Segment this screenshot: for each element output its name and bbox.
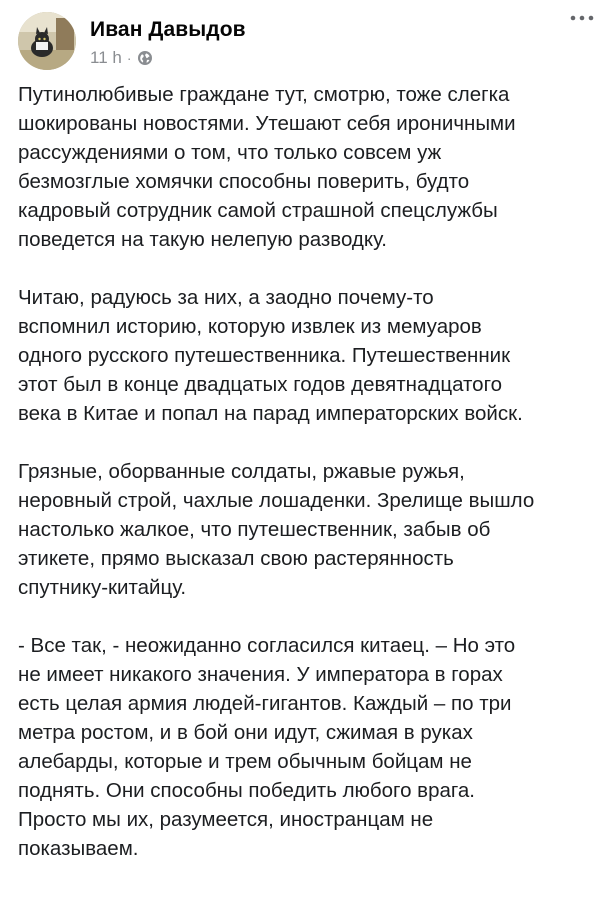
post-paragraph-4: - Все так, - неожиданно согласился китаец. – Но это не имеет никакого значения. У императора в горах есть целая армия людей-гигантов. Каждый – по три метра ростом, и в бой они идут, сжимая в руках алебарды, которые и трем обычным бойцам не поднять. Они способны победить любого врага. Просто мы их, разумеется, иностранцам не показываем. [18, 634, 516, 860]
more-options-button[interactable] [566, 14, 598, 38]
more-horizontal-icon [569, 14, 595, 22]
post-header [18, 12, 598, 72]
globe-icon[interactable] [137, 50, 153, 66]
post-paragraph-3: Грязные, оборванные солдаты, ржавые ружья, неровный строй, чахлые лошаденки. Зрелище вышло настолько жалкое, что путешественник, забыв об этикете, прямо высказал свою растерянность спутнику-китайцу. [18, 460, 535, 599]
author-name[interactable]: Иван Давыдов [90, 18, 246, 41]
avatar-image [18, 12, 76, 70]
post-text [18, 80, 598, 892]
meta-separator: · [126, 50, 132, 66]
post-paragraph-2: Читаю, радуюсь за них, а заодно почему-то вспомнил историю, которую извлек из мемуаров одного русского путешественника. Путешественник этот был в конце двадцатых годов девятнадцатого века в Китае и попал на парад императорских войск. [18, 286, 523, 425]
post-timestamp[interactable]: 11 h [90, 48, 122, 67]
post-meta [90, 48, 153, 68]
post-paragraph-1: Путинолюбивые граждане тут, смотрю, тоже слегка шокированы новостями. Утешают себя ироничными рассуждениями о том, что только совсем уж безмозглые хомячки способны поверить, будто кадровый сотрудник самой страшной спецслужбы поведется на такую нелепую разводку. [18, 83, 516, 251]
avatar[interactable] [18, 12, 76, 70]
